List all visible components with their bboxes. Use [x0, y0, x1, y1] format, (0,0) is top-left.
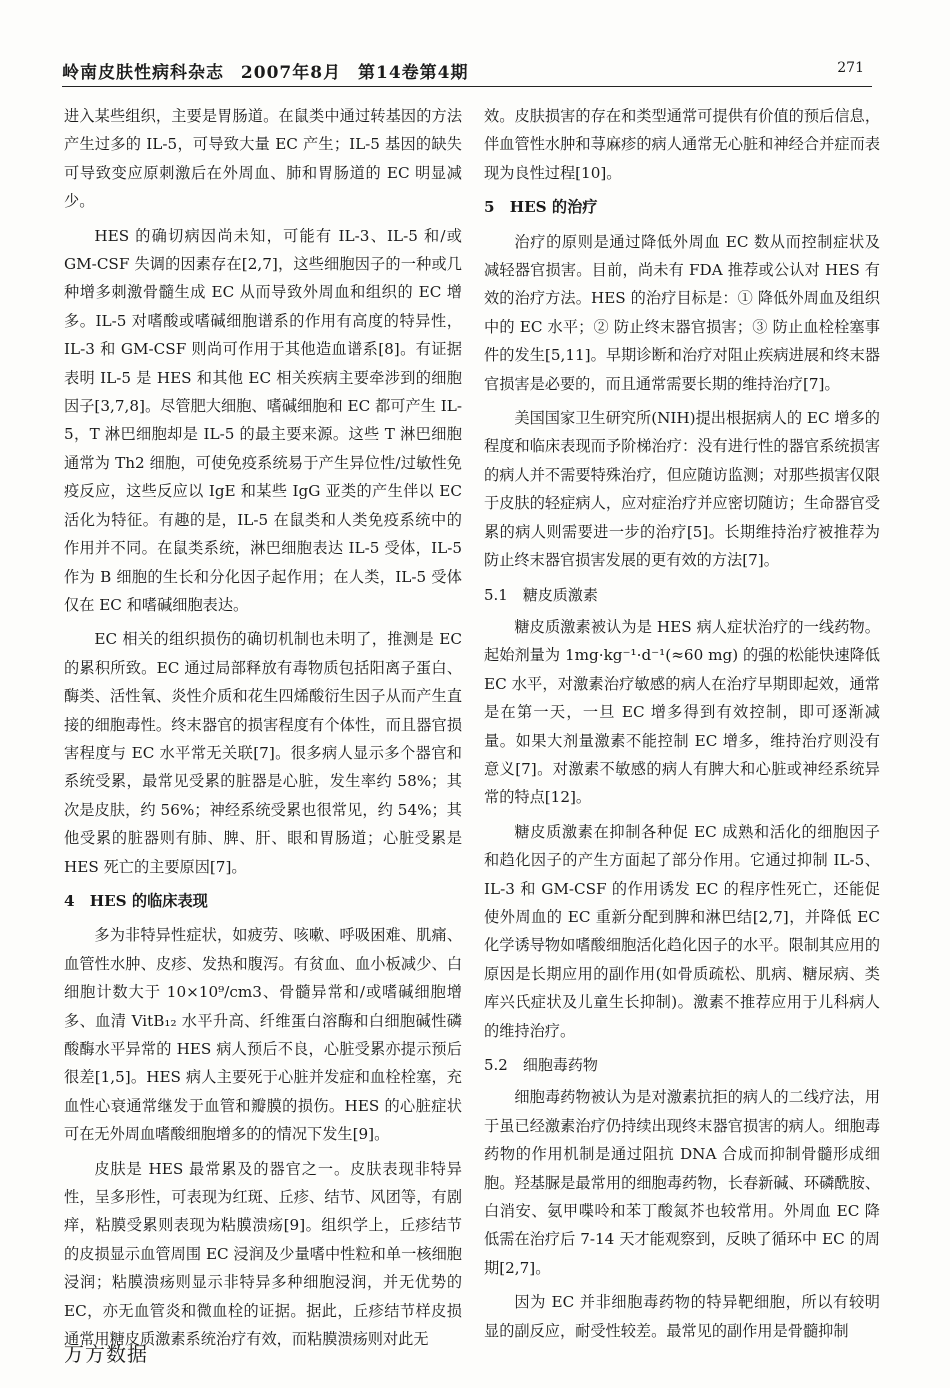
paragraph: 治疗的原则是通过降低外周血 EC 数从而控制症状及减轻器官损害。目前，尚未有 FDA 推荐或公认对 HES 有效的治疗方法。HES 的治疗目标是：① 降低外周血及组织中的 EC 水平；② 防止终末器官损害；③ 防止血栓栓塞事件的发生[5,11]。早期诊断和治疗对阻止疾病进展和终末器官损害是必要的，而且通常需要长期的维持治疗[7]。: [484, 232, 880, 393]
paragraph: 美国国家卫生研究所(NIH)提出根据病人的 EC 增多的程度和临床表现而予阶梯治疗：没有进行性的器官系统损害的病人并不需要特殊治疗，但应随访监测；对那些损害仅限于皮肤的轻症病人，应对症治疗并应密切随访；生命器官受累的病人则需要进一步的治疗[5]。长期维持治疗被推荐为防止终末器官损害发展的更有效的方法[7]。: [484, 409, 880, 570]
journal-name: 岭南皮肤性病科杂志: [62, 63, 224, 83]
volume-issue: 第14卷第4期: [358, 63, 469, 83]
paragraph: HES 的确切病因尚未知，可能有 IL-3、IL-5 和/或 GM-CSF 失调的因素存在[2,7]，这些细胞因子的一种或几种增多刺激骨髓生成 EC 从而导致外周血和组织的 EC 增多。IL-5 对嗜酸或嗜碱细胞谱系的作用有高度的特异性，IL-3 和 GM-CSF 则尚可作用于其他造血谱系[8]。有证据表明 IL-5 是 HES 和其他 EC 相关疾病主要牵涉到的细胞因子[3,7,8]。尽管肥大细胞、嗜碱细胞和 EC 都可产生 IL-5，T 淋巴细胞却是 IL-5 的最主要来源。这些 T 淋巴细胞通常为 Th2 细胞，可使免疫系统易于产生异位性/过敏性免疫反应，这些反应以 IgE 和某些 IgG 亚类的产生伴以 EC 活化为特征。有趣的是，IL-5 在鼠类和人类免疫系统中的作用并不同。在鼠类系统，淋巴细胞表达 IL-5 受体，IL-5 作为 B 细胞的生长和分化因子起作用；在人类，IL-5 受体仅在 EC 和嗜碱细胞表达。: [64, 226, 462, 614]
paragraph: EC 相关的组织损伤的确切机制也未明了，推测是 EC 的累积所致。EC 通过局部释放有毒物质包括阳离子蛋白、酶类、活性氧、炎性介质和花生四烯酸衍生因子从而产生直接的细胞毒性。终末器官的损害程度有个体性，而且器官损害程度与 EC 水平常无关联[7]。很多病人显示多个器官和系统受累，最常见受累的脏器是心脏，发生率约 58%；其次是皮肤，约 56%；神经系统受累也很常见，约 54%；其他受累的脏器则有肺、脾、肝、眼和胃肠道；心脏受累是 HES 死亡的主要原因[7]。: [64, 630, 462, 876]
paragraph: 细胞毒药物被认为是对激素抗拒的病人的二线疗法，用于虽已经激素治疗仍持续出现终末器官损害的病人。细胞毒药物的作用机制是通过阻抗 DNA 合成而抑制骨髓形成细胞。羟基脲是最常用的细胞毒药物，长春新碱、环磷酰胺、白消安、氨甲喋呤和苯丁酸氮芥也较常用。外周血 EC 降低需在治疗后 7-14 天才能观察到，反映了循环中 EC 的周期[2,7]。: [484, 1088, 880, 1277]
journal-info: [62, 58, 479, 83]
section-heading: 5.1 糖皮质激素: [484, 585, 598, 604]
paragraph: 进入某些组织，主要是胃肠道。在鼠类中通过转基因的方法产生过多的 IL-5，可导致大量 EC 产生；IL-5 基因的缺失可导致变应原刺激后在外周血、肺和胃肠道的 EC 明显减少。: [64, 107, 462, 211]
paragraph: 糖皮质激素被认为是 HES 病人症状治疗的一线药物。起始剂量为 1mg·kg⁻¹·d⁻¹(≈60 mg) 的强的松能快速降低 EC 水平，对激素治疗敏感的病人在治疗早期即起效，通常是在第一天，一旦 EC 增多得到有效控制，即可逐渐减量。如果大剂量激素不能控制 EC 增多，维持治疗则没有意义[7]。对激素不敏感的病人有脾大和心脏或神经系统异常的特点[12]。: [484, 617, 880, 807]
section-heading: 5.2 细胞毒药物: [484, 1056, 598, 1074]
paragraph: 多为非特异性症状，如疲劳、咳嗽、呼吸困难、肌痛、血管性水肿、皮疹、发热和腹泻。有贫血、血小板减少、白细胞计数大于 10×10⁹/cm3、骨髓异常和/或嗜碱细胞增多、血清 VitB₁₂ 水平升高、纤维蛋白溶酶和白细胞碱性磷酸酶水平异常的 HES 病人预后不良，心脏受累亦提示预后很差[1,5]。HES 病人主要死于心脏并发症和血栓栓塞，充血性心衰通常继发于血管和瓣膜的损伤。HES 的心脏症状可在无外周血嗜酸细胞增多的的情况下发生[9]。: [64, 926, 462, 1144]
paragraph: 皮肤是 HES 最常累及的器官之一。皮肤表现非特异性，呈多形性，可表现为红斑、丘疹、结节、风团等，有剧痒，粘膜受累则表现为粘膜溃疡[9]。组织学上，丘疹结节的皮损显示血管周围 EC 浸润及少量嗜中性粒和单一核细胞浸润；粘膜溃疡则显示非特异多种细胞浸润，并无优势的 EC，亦无血管炎和微血栓的证据。据此，丘疹结节样皮损通常用糖皮质激素系统治疗有效，而粘膜溃疡则对此无: [64, 1159, 462, 1349]
issue-date: 2007年8月: [240, 63, 342, 83]
right-column: [484, 102, 880, 1351]
paragraph: 效。皮肤损害的存在和类型通常可提供有价值的预后信息，伴血管性水肿和荨麻疹的病人通常无心脏和神经合并症而表现为良性过程[10]。: [484, 107, 880, 182]
paragraph: 因为 EC 并非细胞毒药物的特异靶细胞，所以有较明显的副反应，耐受性较差。最常见的副作用是骨髓抑制: [484, 1293, 880, 1340]
left-column: [64, 102, 462, 1359]
section-heading: 4 HES 的临床表现: [64, 891, 208, 910]
footer-watermark: 万方数据: [64, 1342, 148, 1366]
paragraph: 糖皮质激素在抑制各种促 EC 成熟和活化的细胞因子和趋化因子的产生方面起了部分作用。它通过抑制 IL-5、IL-3 和 GM-CSF 的作用诱发 EC 的程序性死亡，还能促使外周血的 EC 重新分配到脾和淋巴结[2,7]，并降低 EC 化学诱导物如嗜酸细胞活化趋化因子的水平。限制其应用的原因是长期应用的副作用(如骨质疏松、肌病、糖尿病、类库兴氏症状及儿童生长抑制)。激素不推荐应用于儿科病人的维持治疗。: [484, 822, 880, 1040]
section-heading: 5 HES 的治疗: [484, 198, 598, 217]
running-header: [62, 58, 872, 87]
page-number: 271: [837, 60, 864, 76]
